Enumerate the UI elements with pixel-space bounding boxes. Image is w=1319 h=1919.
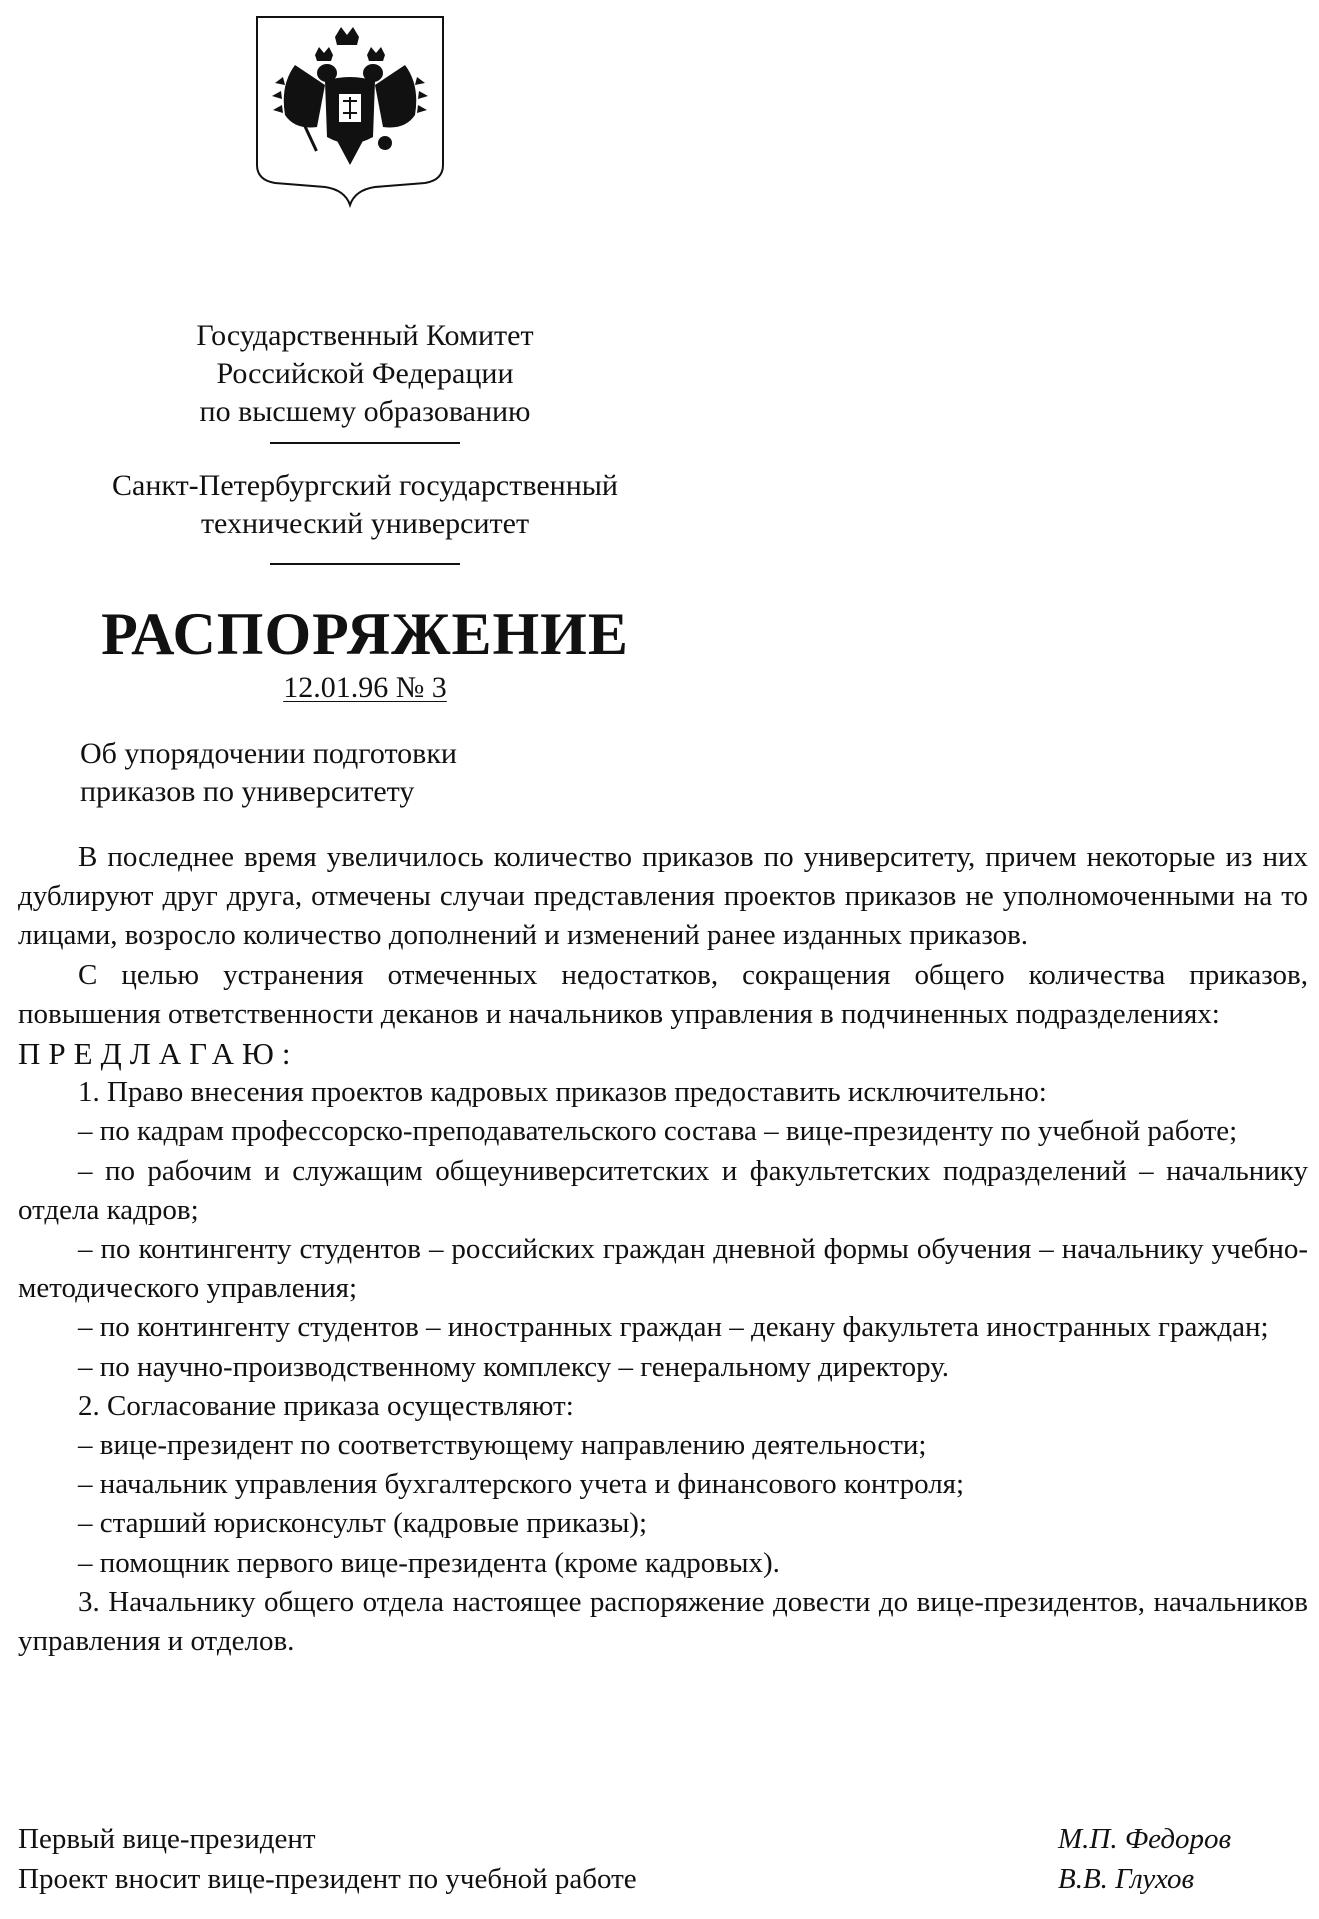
document-number [40,670,690,706]
header-divider [270,442,460,444]
body-paragraph: В последнее время увеличилось количество приказов по университету, причем некоторые из них дублируют друг друга, отмечены случаи представления проектов приказов не уполномоченными на то лицами, возросло количество дополнений и изменений ранее изданных приказов. [18,841,1308,952]
order-item: 1. Право внесения проектов кадровых приказов предоставить исключительно: [78,1076,1047,1109]
committee-name [40,317,690,431]
order-item: – вице-президент по соответствующему направлению деятельности; [78,1429,927,1462]
header-divider [270,563,460,565]
order-item: – по контингенту студентов – российских граждан дневной формы обучения – начальнику учебно-методического управления; [18,1233,1308,1305]
decree-heading: ПРЕДЛАГАЮ: [18,1036,299,1072]
document-title: РАСПОРЯЖЕНИЕ [101,601,629,667]
subject-line: Об упорядочении подготовки [80,737,457,770]
university-line: Санкт-Петербургский государственный [112,469,618,502]
signatory-role: Первый вице-президент [18,1823,316,1855]
order-item: – по рабочим и служащим общеуниверситетских и факультетских подразделений – начальнику отдела кадров; [18,1154,1308,1226]
committee-line: по высшему образованию [199,395,531,428]
subject-line: приказов по университету [80,775,415,808]
signature-block [18,1819,1308,1899]
order-item: – по кадрам профессорско-преподавательского состава – вице-президенту по учебной работе; [78,1115,1238,1148]
document-subject [80,735,680,811]
coat-of-arms-emblem [255,15,485,245]
body-paragraph: С целью устранения отмеченных недостатков, сокращения общего количества приказов, повышения ответственности деканов и начальников управления в подчиненных подразделениях: [18,958,1308,1030]
order-item: – старший юрисконсульт (кадровые приказы); [78,1507,648,1540]
signatory-name: В.В. Глухов [1058,1863,1195,1895]
signatory-name: М.П. Федоров [1058,1823,1232,1855]
signatory-role: Проект вносит вице-президент по учебной работе [18,1863,637,1895]
university-line: технический университет [200,507,530,540]
order-item: 2. Согласование приказа осуществляют: [78,1389,574,1422]
university-name [40,467,690,543]
committee-line: Государственный Комитет [196,319,534,352]
order-item: – по научно-производственному комплексу – генеральному директору. [78,1350,950,1383]
document-number-text: 12.01.96 № 3 [283,671,447,704]
signature-row [18,1859,1308,1899]
order-item: 3. Начальнику общего отдела настоящее распоряжение довести до вице-президентов, начальников управления и отделов. [18,1585,1308,1658]
committee-line: Российской Федерации [216,357,514,390]
document-body [18,838,1308,1661]
order-item: – помощник первого вице-президента (кроме кадровых). [78,1546,780,1579]
order-item: – по контингенту студентов – иностранных граждан – декану факультета иностранных граждан; [78,1311,1269,1344]
order-item: – начальник управления бухгалтерского учета и финансового контроля; [78,1468,965,1501]
signature-row [18,1819,1308,1859]
